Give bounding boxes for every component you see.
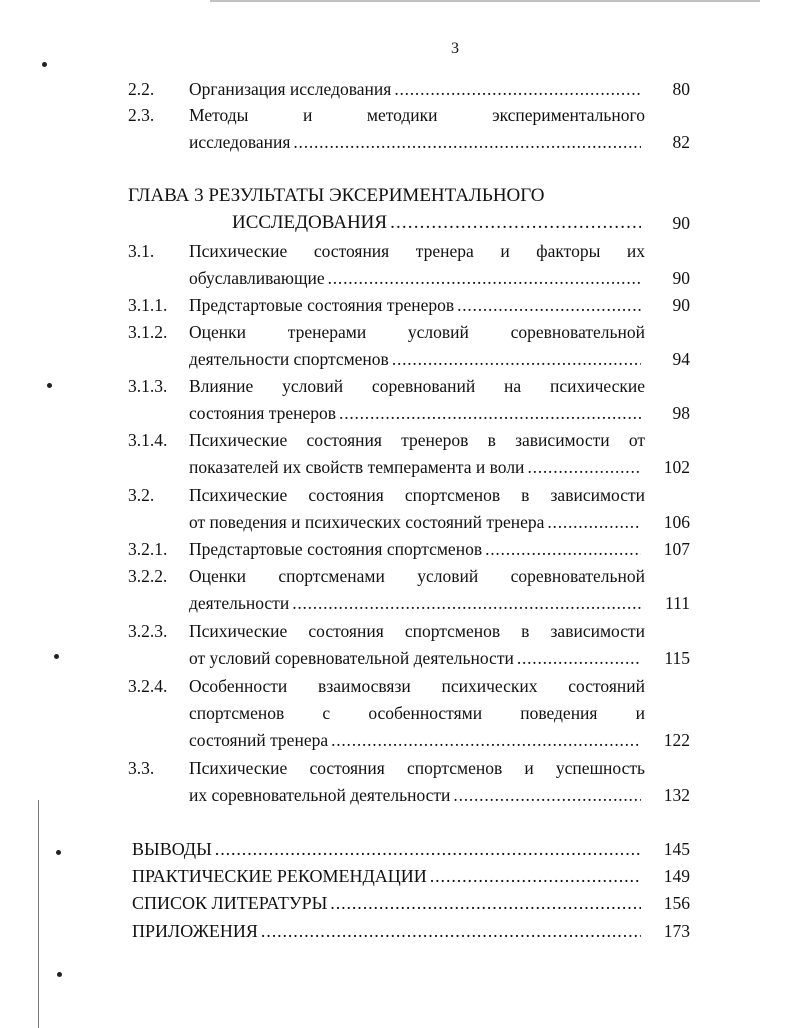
toc-entry-title: Предстартовые состояния спортсменов (189, 539, 483, 559)
scan-mark (47, 383, 52, 388)
dot-leader (517, 647, 641, 669)
toc-entry-number: 2.3. (128, 105, 155, 125)
toc-entry-page: 122 (663, 730, 690, 750)
dot-leader (215, 838, 641, 860)
toc-entry-title: Организация исследования (189, 79, 392, 99)
toc-entry-title: ИССЛЕДОВАНИЯ (232, 212, 388, 233)
scan-mark (56, 850, 61, 855)
toc-entry-number: 2.2. (128, 79, 155, 99)
toc-entry-page: 115 (664, 648, 690, 668)
dot-leader (394, 78, 641, 100)
scan-top-edge (210, 0, 760, 5)
toc-entry-page: 106 (663, 512, 690, 532)
toc-entry-line (189, 348, 643, 370)
dot-leader (485, 538, 641, 560)
toc-entry-page: 90 (672, 268, 690, 288)
toc-entry-line (232, 212, 643, 234)
final-section-page: 156 (663, 893, 690, 913)
dot-leader (392, 348, 641, 370)
toc-entry-page: 132 (663, 785, 690, 805)
toc-entry-line (189, 78, 643, 100)
toc-entry-number: 3.1.3. (128, 376, 168, 396)
toc-entry-title: Психические состояния спортсменов и успешность (189, 758, 645, 778)
toc-entry-title: деятельности (189, 593, 290, 613)
toc-entry-line (189, 294, 643, 316)
toc-entry-number: 3.1. (128, 241, 155, 261)
toc-entry-title: спортсменов с особенностями поведения и (189, 703, 645, 723)
dot-leader (330, 892, 641, 914)
toc-entry-page: 82 (672, 132, 690, 152)
toc-entry-title: от условий соревновательной деятельности (189, 648, 514, 668)
toc-entry-title: деятельности спортсменов (189, 349, 389, 369)
toc-entry-title: Оценки спортсменами условий соревновательной (189, 566, 645, 586)
toc-entry-title: показателей их свойств темперамента и воли (189, 457, 525, 477)
toc-entry-line (189, 592, 643, 614)
toc-entry-title: Психические состояния тренеров в зависимости от (189, 430, 645, 450)
dot-leader (331, 729, 641, 751)
toc-entry-title: Психические состояния спортсменов в зависимости (189, 621, 645, 641)
toc-entry-page: 111 (665, 593, 690, 613)
toc-entry-page: 90 (672, 213, 690, 233)
toc-entry-line (189, 729, 643, 751)
toc-entry-page: 80 (672, 79, 690, 99)
toc-entry-title: Методы и методики экспериментального (189, 105, 645, 125)
dot-leader (261, 920, 641, 942)
toc-entry-number: 3.3. (128, 758, 155, 778)
final-section-title: ВЫВОДЫ (132, 839, 212, 859)
toc-entry-title: состояний тренера (189, 730, 329, 750)
final-section-title: СПИСОК ЛИТЕРАТУРЫ (132, 893, 328, 913)
scan-mark (42, 62, 47, 67)
dot-leader (453, 784, 641, 806)
toc-entry-line (189, 456, 643, 478)
final-section (132, 838, 643, 860)
toc-entry-title: ГЛАВА 3 РЕЗУЛЬТАТЫ ЭКСЕРИМЕНТАЛЬНОГО (128, 185, 545, 206)
toc-entry-page: 90 (672, 295, 690, 315)
toc-entry-title: состояния тренеров (189, 403, 337, 423)
scan-mark (57, 972, 62, 977)
toc-entry-number: 3.2. (128, 485, 155, 505)
dot-leader (293, 131, 641, 153)
toc-entry-title: обуславливающие (189, 268, 325, 288)
toc-entry-line (189, 784, 643, 806)
final-section-title: ПРАКТИЧЕСКИЕ РЕКОМЕНДАЦИИ (132, 866, 427, 886)
final-section (132, 865, 643, 887)
toc-entry-title: Психические состояния тренера и факторы их (189, 241, 645, 261)
final-section-page: 145 (663, 839, 690, 859)
final-section (132, 892, 643, 914)
dot-leader (457, 294, 641, 316)
toc-entry-title: их соревновательной деятельности (189, 785, 451, 805)
scan-mark (54, 654, 59, 659)
toc-entry-number: 3.1.2. (128, 322, 168, 342)
final-section-page: 149 (663, 866, 690, 886)
toc-entry-title: от поведения и психических состояний тренера (189, 512, 545, 532)
toc-entry-number: 3.2.1. (128, 539, 168, 559)
final-section (132, 920, 643, 942)
dot-leader (430, 865, 641, 887)
dot-leader (547, 511, 641, 533)
toc-entry-title: Влияние условий соревнований на психические (189, 376, 645, 396)
toc-entry-title: Психические состояния спортсменов в зависимости (189, 485, 645, 505)
toc-entry-page: 102 (663, 457, 690, 477)
dot-leader (390, 212, 641, 234)
final-section-title: ПРИЛОЖЕНИЯ (132, 921, 258, 941)
toc-entry-number: 3.1.1. (128, 295, 168, 315)
toc-entry-line (189, 511, 643, 533)
final-section-page: 173 (663, 921, 690, 941)
toc-entry-page: 107 (663, 539, 690, 559)
scan-left-edge (38, 800, 39, 1028)
toc-entry-line (189, 647, 643, 669)
toc-entry-page: 94 (672, 349, 690, 369)
page-number: 3 (451, 40, 459, 57)
toc-entry-number: 3.1.4. (128, 430, 168, 450)
toc-entry-page: 98 (672, 403, 690, 423)
toc-entry-title: исследования (189, 132, 291, 152)
toc-entry-line (189, 402, 643, 424)
toc-entry-title: Особенности взаимосвязи психических состояний (189, 676, 645, 696)
toc-entry-number: 3.2.4. (128, 676, 168, 696)
toc-entry-line (189, 131, 643, 153)
dot-leader (527, 456, 641, 478)
dot-leader (339, 402, 641, 424)
toc-entry-line (189, 267, 643, 289)
dot-leader (292, 592, 641, 614)
toc-entry-line (189, 538, 643, 560)
toc-entry-title: Оценки тренерами условий соревновательной (189, 322, 645, 342)
toc-entry-title: Предстартовые состояния тренеров (189, 295, 455, 315)
toc-entry-number: 3.2.3. (128, 621, 168, 641)
dot-leader (328, 267, 641, 289)
toc-entry-number: 3.2.2. (128, 566, 168, 586)
